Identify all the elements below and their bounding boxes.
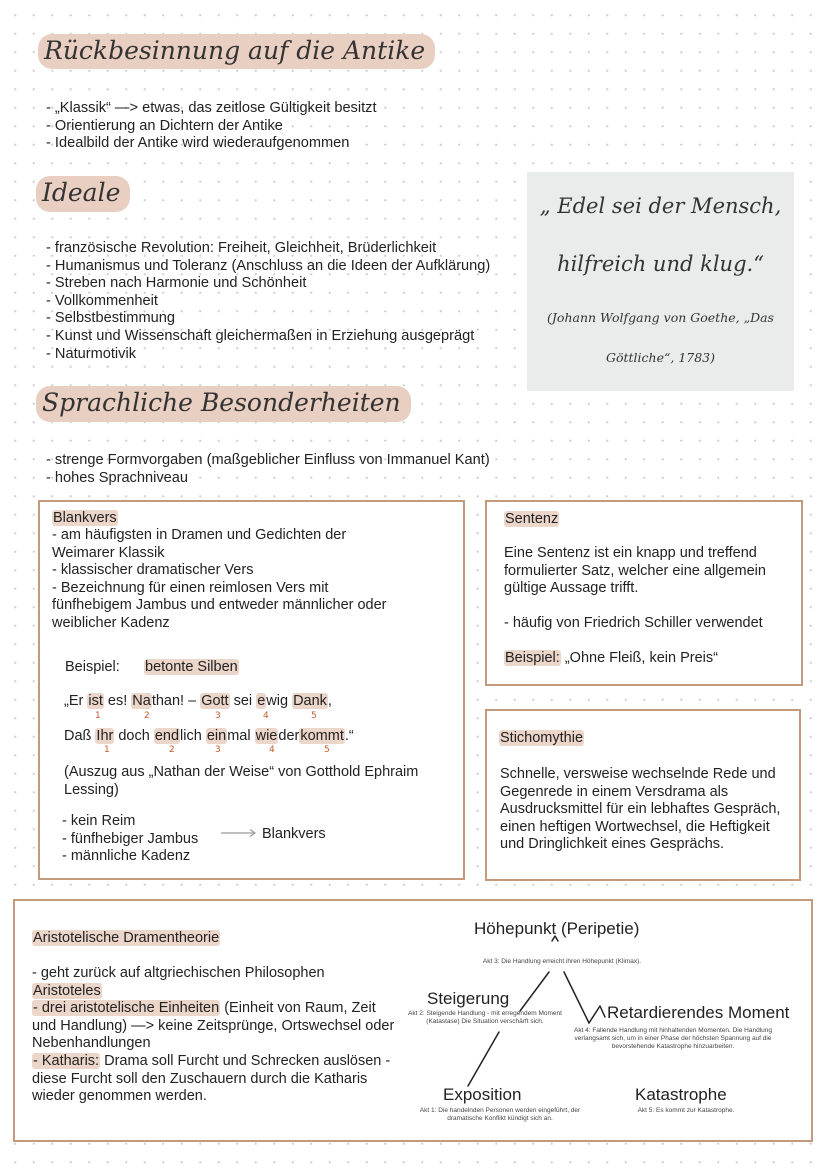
drama-title: Aristotelische Dramentheorie (33, 930, 220, 946)
stress-number: 2 (169, 745, 175, 755)
list-item: - hohes Sprachniveau (46, 469, 188, 486)
quote-line-2: hilfreich und klug.“ (557, 252, 764, 276)
diagram-expo-desc: Akt 1: Die handelnden Personen werden eingeführt, der dramatische Konflikt kündigt sich an. (419, 1107, 581, 1122)
diagram-rise-desc: Akt 2: Steigende Handlung - mit erregendem Moment (Katastase) Die Situation verschärft sich. (408, 1010, 562, 1025)
stress-number: 3 (215, 745, 221, 755)
stress-number: 5 (311, 711, 317, 721)
list-item: - Vollkommenheit (46, 292, 158, 309)
list-item: - strenge Formvorgaben (maßgeblicher Einfluss von Immanuel Kant) (46, 452, 490, 468)
verse-source: (Auszug aus „Nathan der Weise“ von Gotthold Ephraim Lessing) (64, 764, 419, 798)
drama-text: - geht zurück auf altgriechischen Philosophen Aristoteles - drei aristotelische Einheiten (Einheit von Raum, Zeit und Handlung) —> keine Zeitsprünge, Ortswechsel oder Nebenhandlungen - Katharis: Drama soll Furcht und Schrecken auslösen - diese Furcht soll den Zuschauern durch die Katharis wieder genommen werden. (32, 965, 395, 1105)
arrow-right-icon (220, 828, 258, 838)
blankvers-description: - am häufigsten in Dramen und Gedichten der Weimarer Klassik - klassischer dramatischer Vers - Bezeichnung für einen reimlosen Vers mit fünfhebigem Jambus und entweder männlicher oder weiblicher Kadenz (52, 527, 387, 631)
diagram-line (589, 1006, 605, 1023)
heading-ideale: Ideale (36, 176, 130, 212)
list-item: - Selbstbestimmung (46, 310, 175, 327)
list-sprachliche (46, 452, 490, 487)
stress-number: 2 (144, 711, 150, 721)
stress-number: 3 (215, 711, 221, 721)
stichomythie-card (485, 709, 801, 881)
blankvers-title: Blankvers (53, 510, 117, 526)
sentenz-note: - häufig von Friedrich Schiller verwendet (504, 615, 763, 631)
diagram-cata-desc: Akt 5: Es kommt zur Katastrophe. (637, 1107, 735, 1114)
sentenz-definition: Eine Sentenz ist ein knapp und treffend formulierter Satz, welcher eine allgemein gültige Aussage trifft. (504, 545, 766, 597)
blankvers-features: - kein Reim - fünfhebiger Jambus - männliche Kadenz (62, 813, 199, 865)
stress-number: 4 (263, 711, 269, 721)
list-item: - Streben nach Harmonie und Schönheit (46, 275, 307, 292)
stichomythie-definition: Schnelle, versweise wechselnde Rede und Gegenrede in einem Versdrama als Ausdrucksmittel für ein lebhaftes Gespräch, einen heftigen Wortwechsel, die Heftigkeit und Dringlichkeit eines Gesprächs. (500, 766, 781, 853)
stressed-syllables-legend: betonte Silben (145, 659, 238, 675)
diagram-cata: Katastrophe (635, 1085, 727, 1104)
diagram-retard: Retardierendes Moment (607, 1003, 790, 1022)
sentenz-title: Sentenz (505, 511, 559, 527)
list-ideale (46, 240, 490, 363)
diagram-line (468, 1032, 499, 1086)
stress-number: 1 (104, 745, 110, 755)
quote-source-1: (Johann Wolfgang von Goethe, „Das (547, 310, 774, 325)
sentenz-card (485, 500, 803, 686)
quote-line-1: „ Edel sei der Mensch, (539, 194, 782, 218)
stress-number: 5 (324, 745, 330, 755)
blankvers-result: Blankvers (262, 826, 326, 842)
diagram-rise: Steigerung (427, 989, 510, 1008)
list-item: - Kunst und Wissenschaft gleichermaßen in Erziehung ausgeprägt (46, 327, 475, 344)
list-item: - Humanismus und Toleranz (Anschluss an die Ideen der Aufklärung) (46, 257, 491, 274)
goethe-quote-card (527, 172, 794, 391)
verse-line-2: Daß Ihr doch endlich einmal wiederkommt.“ (64, 728, 354, 744)
blankvers-card (38, 500, 465, 880)
verse-line-1: „Er ist es! Nathan! – Gott sei ewig Dank, (64, 693, 332, 709)
list-item: - Naturmotivik (46, 345, 137, 362)
diagram-line (520, 972, 549, 1011)
quote-source-2: Göttliche“, 1783) (605, 350, 716, 365)
stress-number: 1 (95, 711, 101, 721)
list-item: - „Klassik“ —> etwas, das zeitlose Gültigkeit besitzt (46, 100, 377, 116)
diagram-retard-desc: Akt 4: Fallende Handlung mit hinhaltenden Momenten. Die Handlung verlangsamt sich, um in einer Phase der höchsten Spannung auf die bevorstehende Katastrophe hinzuarbeiten. (573, 1027, 772, 1050)
list-item: - Orientierung an Dichtern der Antike (46, 117, 283, 134)
example-label: Beispiel: (65, 659, 120, 675)
heading-rueckbesinnung: Rückbesinnung auf die Antike (38, 34, 435, 69)
diagram-expo: Exposition (443, 1085, 522, 1104)
stichomythie-title: Stichomythie (500, 730, 584, 746)
diagram-peak-desc: Akt 3: Die Handlung erreicht ihren Höhepunkt (Klimax). (482, 958, 642, 965)
sentenz-example: Beispiel: „Ohne Fleiß, kein Preis“ (505, 650, 718, 666)
dramentheorie-card (13, 899, 813, 1142)
stress-number: 4 (269, 745, 275, 755)
list-rueckbesinnung (46, 100, 377, 153)
list-item: - Idealbild der Antike wird wiederaufgenommen (46, 135, 350, 152)
diagram-peak: Höhepunkt (Peripetie) (474, 919, 640, 938)
heading-sprachliche-besonderheiten: Sprachliche Besonderheiten (36, 386, 411, 422)
list-item: - französische Revolution: Freiheit, Gleichheit, Brüderlichkeit (46, 240, 437, 256)
